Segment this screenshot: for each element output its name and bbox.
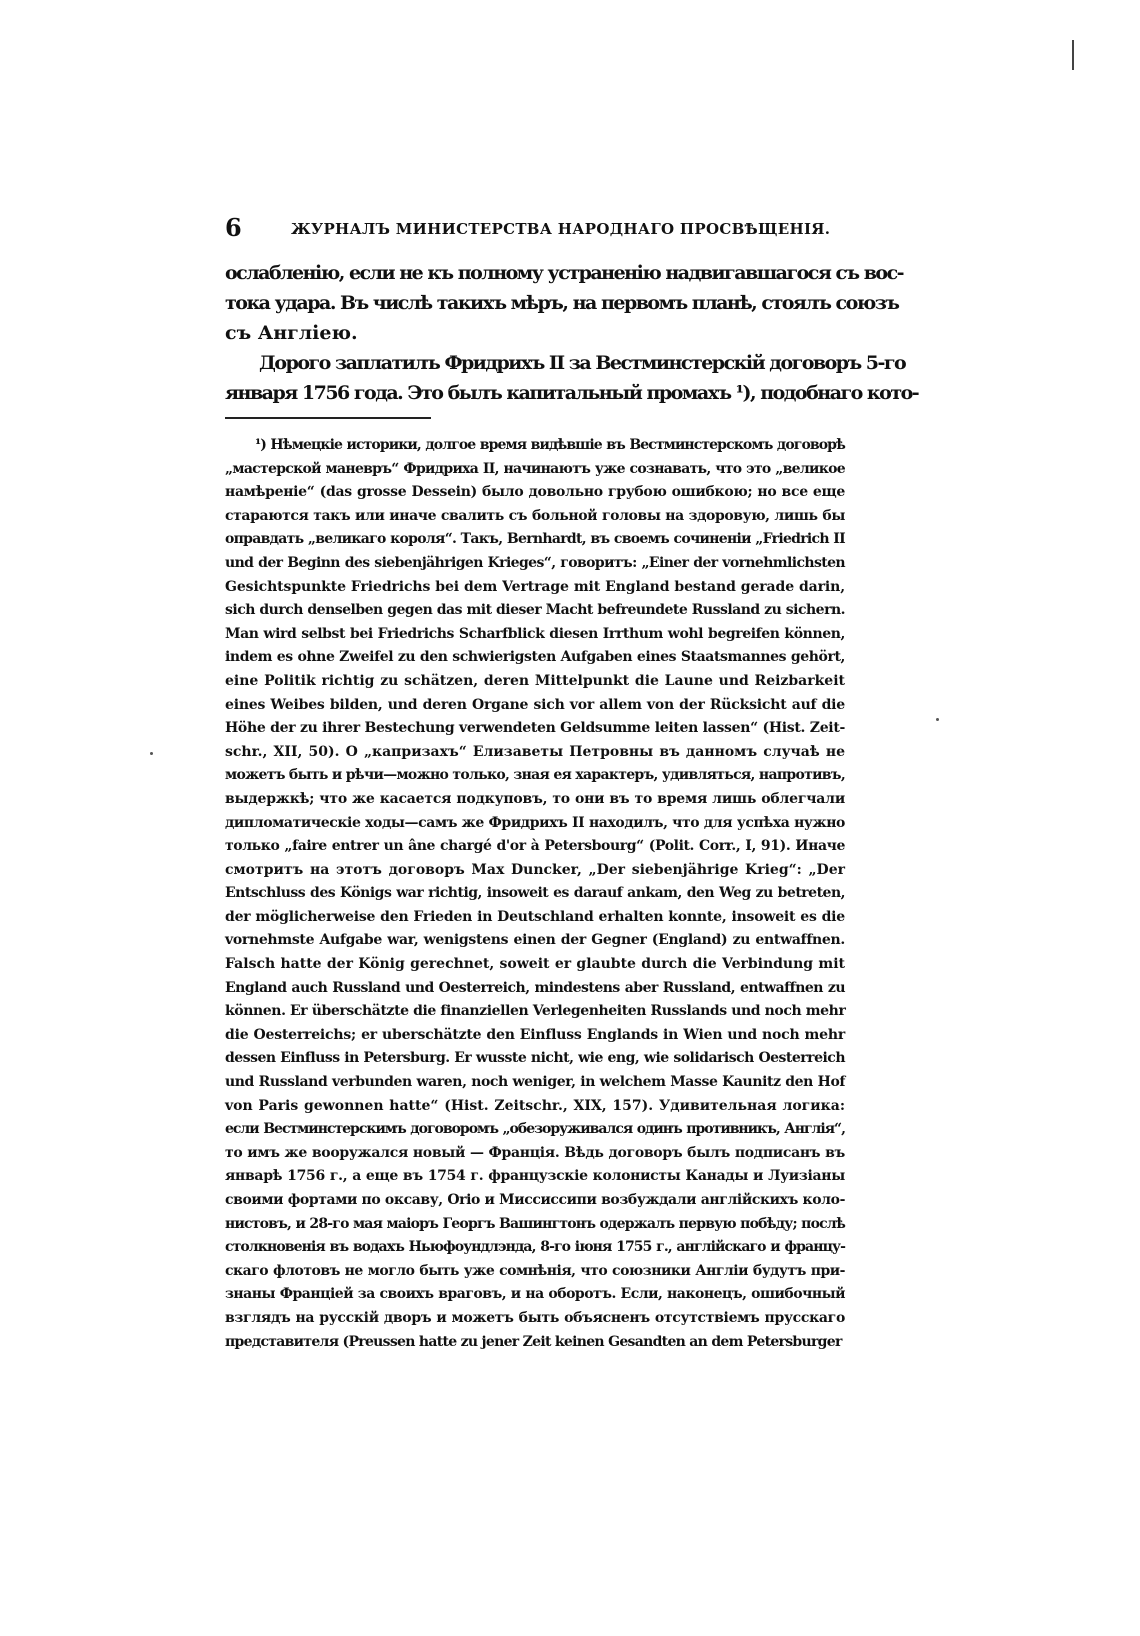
footnote-line: представителя (Preussen hatte zu jener Zeit keinen Gesandten an dem Petersburger [225,1333,842,1350]
text-line: съ Англіею. [225,322,358,344]
footnote-line: взглядъ на русскій дворъ и можетъ быть объясненъ отсутствіемъ прусскаго [225,1309,845,1326]
footnote-line: Gesichtspunkte Friedrichs bei dem Vertrage mit England bestand gerade darin, [225,578,845,595]
footnote-line: оправдать „великаго короля“. Такъ, Bernhardt, въ своемъ сочиненіи „Friedrich II [225,531,845,548]
scan-edge-mark [1072,40,1074,70]
footnote-line: eine Politik richtig zu schätzen, deren Mittelpunkt die Laune und Reizbarkeit [225,672,845,689]
footnote-line: schr., XII, 50). О „капризахъ“ Елизаветы Петровны въ данномъ случаѣ не [225,743,845,760]
page-header [225,214,845,244]
footnote-line: скаго флотовъ не могло быть уже сомнѣнія, что союзники Англіи будутъ при- [225,1262,845,1279]
text-line: тока удара. Въ числѣ такихъ мѣръ, на первомъ планѣ, стоялъ союзъ [225,292,899,314]
footnote-line: столкновенія въ водахъ Ньюфоундлэнда, 8-го іюня 1755 г., англійскаго и францу- [225,1239,845,1256]
footnote-line: своими фортами по оксаву, Orio и Миссиссипи возбуждали англійскихъ коло- [225,1192,845,1208]
text-line: ослабленію, если не къ полному устраненію надвигавшагося съ вос- [225,262,904,284]
footnote [225,434,845,1354]
footnote-line: стараются такъ или иначе свалить съ больной головы на здоровую, лишь бы [225,507,845,524]
footnote-line: выдержкѣ; что же касается подкуповъ, то они въ то время лишь облегчали [225,790,845,807]
footnote-line: намѣреніе“ (das grosse Dessein) было довольно грубою ошибкою; но все еще [225,484,845,501]
scan-speck [150,752,153,755]
main-text [225,258,919,408]
footnote-line: можетъ быть и рѣчи—можно только, зная ея характеръ, удивляться, напротивъ, [225,767,845,784]
footnote-line: ¹) Нѣмецкіе историки, долгое время видѣвшіе въ Вестминстерскомъ договорѣ [255,437,845,453]
footnote-line: „мастерской маневръ“ Фридриха II, начинаютъ уже сознавать, что это „великое [225,460,845,477]
footnote-line: indem es ohne Zweifel zu den schwierigsten Aufgaben eines Staatsmannes gehört, [225,649,845,666]
footnote-line: und der Beginn des siebenjährigen Krieges“, говоритъ: „Einer der vornehmlichsten [225,554,845,571]
footnote-line: смотритъ на этотъ договоръ Max Duncker, „Der siebenjährige Krieg“: „Der [225,861,845,878]
footnote-line: Falsch hatte der König gerechnet, soweit er glaubte durch die Verbindung mit [225,956,845,973]
text-line: Дорого заплатилъ Фридрихъ II за Вестминстерскій договоръ 5-го [259,352,906,374]
footnote-line: дипломатическіе ходы—самъ же Фридрихъ II находилъ, что для успѣха нужно [225,814,845,831]
footnote-line: знаны Франціей за своихъ враговъ, и на оборотъ. Если, наконецъ, ошибочный [225,1286,845,1303]
footnote-line: нистовъ, и 28-го мая маіоръ Георгъ Вашингтонъ одержалъ первую побѣду; послѣ [225,1215,845,1232]
running-title: ЖУРНАЛЪ МИНИСТЕРСТВА НАРОДНАГО ПРОСВѢЩЕНІЯ. [291,220,831,238]
footnote-line: sich durch denselben gegen das mit dieser Macht befreundete Russland zu sichern. [225,602,845,619]
footnote-line: die Oesterreichs; er uberschätzte den Einfluss Englands in Wien und noch mehr [225,1026,845,1043]
footnote-line: то имъ же вооружался новый — Франція. Вѣдь договоръ былъ подписанъ въ [225,1144,845,1161]
footnote-line: und Russland verbunden waren, noch weniger, in welchem Masse Kaunitz den Hof [225,1074,845,1091]
footnote-line: Höhe der zu ihrer Bestechung verwendeten Geldsumme leiten lassen“ (Hist. Zeit- [225,720,845,737]
footnote-line: dessen Einfluss in Petersburg. Er wusste nicht, wie eng, wie solidarisch Oesterreich [225,1050,845,1067]
footnote-line: eines Weibes bilden, und deren Organe sich vor allem von der Rücksicht auf die [225,696,845,713]
page-number: 6 [225,213,242,242]
footnote-line: Entschluss des Königs war richtig, insoweit es darauf ankam, den Weg zu betreten, [225,885,845,902]
footnote-line: Man wird selbst bei Friedrichs Scharfblick diesen Irrthum wohl begreifen können, [225,625,845,642]
footnote-separator [225,417,431,419]
footnote-line: der möglicherweise den Frieden in Deutschland erhalten konnte, insoweit es die [225,908,845,925]
scan-speck [936,718,939,721]
footnote-line: январѣ 1756 г., а еще въ 1754 г. французскіе колонисты Канады и Луизіаны [225,1168,845,1185]
footnote-line: können. Er überschätzte die finanziellen Verlegenheiten Russlands und noch mehr [225,1003,846,1020]
footnote-line: vornehmste Aufgabe war, wenigstens einen der Gegner (England) zu entwaffnen. [225,932,845,949]
footnote-line: von Paris gewonnen hatte“ (Hist. Zeitschr., XIX, 157). Удивительная логика: [225,1097,845,1114]
footnote-line: только „faire entrer un âne chargé d'or à Petersbourg“ (Polit. Corr., I, 91). Иначе [225,838,845,855]
text-line: января 1756 года. Это былъ капитальный промахъ ¹), подобнаго кото- [225,382,919,404]
footnote-line: England auch Russland und Oesterreich, mindestens aber Russland, entwaffnen zu [225,979,845,996]
footnote-line: если Вестминстерскимъ договоромъ „обезоруживался одинъ противникъ, Англія“, [225,1121,845,1138]
